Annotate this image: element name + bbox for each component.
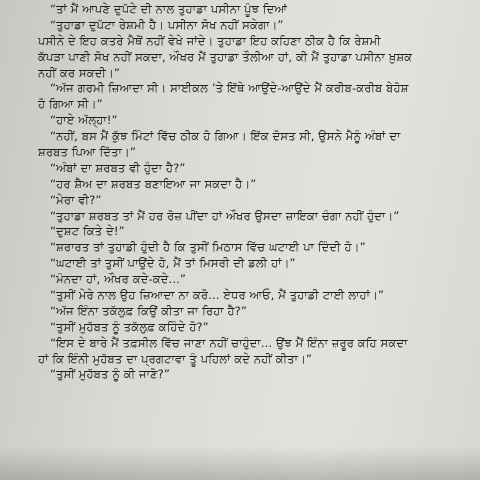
- text-line: “ਮੰਨਦਾ ਹਾਂ, ਔਖਰ ਕਦੇ-ਕਦੇ...”: [50, 272, 187, 287]
- text-line: “ਹਰ ਸ਼ੈਅ ਦਾ ਸ਼ਰਬਤ ਬਣਾਇਆ ਜਾ ਸਕਦਾ ਹੈ।”: [50, 176, 257, 191]
- text-line: “ਤੁਸੀਂ ਮੇਰੇ ਨਾਲ ਉਹ ਜ਼ਿਆਦਾ ਨਾ ਕਰੋ... ਏਧਰ ਆਓ, ਮੈਂ ਤੁਹਾਡੀ ਟਾਈ ਲਾਹਾਂ।”: [50, 288, 384, 303]
- text-line: “ਘਟਾਈ ਤਾਂ ਤੁਸੀਂ ਪਾਉਂਦੇ ਹੋ, ਮੈਂ ਤਾਂ ਮਿਸਰੀ ਦੀ ਡਲੀ ਹਾਂ।”: [50, 256, 296, 271]
- text-line: “ਮੇਰਾ ਵੀ?”: [50, 192, 102, 207]
- text-line: “ਤੁਸੀਂ ਮੁਹੱਬਤ ਨੂੰ ਤਕੱਲੁਫ਼ ਕਹਿੰਦੇ ਹੋ?”: [50, 319, 209, 334]
- text-line: “ਤੁਹਾਡਾ ਸ਼ਰਬਤ ਤਾਂ ਮੈਂ ਹਰ ਰੋਜ਼ ਪੀਂਦਾ ਹਾਂ ਔਖਰ ਉਸਦਾ ਜ਼ਾਇਕਾ ਚੰਗਾ ਨਹੀਂ ਹੁੰਦਾ।”: [50, 208, 400, 223]
- text-line: “ਇਸ ਦੇ ਬਾਰੇ ਮੈਂ ਤਫ਼ਸੀਲ ਵਿੱਚ ਜਾਣਾ ਨਹੀਂ ਚਾਹੁੰਦਾ... ਉਂਝ ਮੈਂ ਇੰਨਾ ਜ਼ਰੂਰ ਕਹਿ ਸਕਦਾ: [50, 335, 408, 350]
- text-line: “ਤਾਂ ਮੈਂ ਆਪਣੇ ਦੁਪੱਟੇ ਦੀ ਨਾਲ ਤੁਹਾਡਾ ਪਸੀਨਾ ਪੂੰਝ ਦਿਆਂ: [50, 2, 288, 16]
- text-line: “ਤੁਸੀਂ ਮੁਹੱਬਤ ਨੂੰ ਕੀ ਜਾਣੋ?”: [50, 367, 171, 382]
- text-line: “ਹਾਏ ਅੱਲ੍ਹਾ!”: [50, 113, 118, 128]
- page-text-block: [38, 2, 468, 383]
- text-line: “ਨਹੀਂ, ਬਸ ਮੈਂ ਕੁੱਝ ਮਿੰਟਾਂ ਵਿੱਚ ਠੀਕ ਹੋ ਗਿਆ। ਇੱਕ ਦੋਸਤ ਸੀ, ਉਸਨੇ ਮੈਨੂੰ ਅੰਬਾਂ ਦਾ: [50, 129, 401, 144]
- text-line: “ਦੁਸ਼ਟ ਕਿਤੇ ਦੇ!”: [50, 224, 125, 239]
- text-line: “ਅੱਜ ਇੰਨਾ ਤਕੱਲੁਫ਼ ਕਿਉਂ ਕੀਤਾ ਜਾ ਰਿਹਾ ਹੈ?”: [50, 303, 248, 318]
- text-line: ਹੋ ਗਿਆ ਸੀ।”: [38, 97, 103, 112]
- text-line: ਕੱਪੜਾ ਪਾਣੀ ਸੋਖ ਨਹੀਂ ਸਕਦਾ, ਔਖਰ ਮੈਂ ਤੁਹਾਡਾ ਤੌਲੀਆ ਹਾਂ, ਕੀ ਮੈਂ ਤੁਹਾਡਾ ਪਸੀਨਾ ਖ਼ੁਸ਼ਕ: [38, 49, 413, 64]
- page-bottom-shadow: [0, 446, 480, 480]
- text-line: ਪਸੀਨੇ ਦੇ ਇਹ ਕਤਰੇ ਮੈਥੋਂ ਨਹੀਂ ਵੇਖੇ ਜਾਂਦੇ। ਤੁਹਾਡਾ ਇਹ ਕਹਿਣਾ ਠੀਕ ਹੈ ਕਿ ਰੇਸ਼ਮੀ: [38, 33, 381, 48]
- text-line: ਸ਼ਰਬਤ ਪਿਆ ਦਿੱਤਾ।”: [38, 145, 136, 160]
- text-line: “ਸ਼ਰਾਰਤ ਤਾਂ ਤੁਹਾਡੀ ਹੁੰਦੀ ਹੈ ਕਿ ਤੁਸੀਂ ਮਿਠਾਸ ਵਿੱਚ ਘਟਾਈ ਪਾ ਦਿੰਦੀ ਹੋ।”: [50, 240, 366, 255]
- text-line: ਨਹੀਂ ਕਰ ਸਕਦੀ।”: [38, 65, 121, 80]
- text-line: “ਅੱਜ ਗਰਮੀ ਜ਼ਿਆਦਾ ਸੀ। ਸਾਈਕਲ ’ਤੇ ਇੱਥੇ ਆਉਂਦੇ-ਆਉਂਦੇ ਮੈਂ ਕਰੀਬ-ਕਰੀਬ ਬੇਹੋਸ਼: [50, 81, 409, 96]
- text-line: ਹਾਂ ਕਿ ਇੰਨੀ ਮੁਹੱਬਤ ਦਾ ਪ੍ਰਗਟਾਵਾ ਤੂੰ ਪਹਿਲਾਂ ਕਦੇ ਨਹੀਂ ਕੀਤਾ।”: [38, 351, 313, 366]
- text-line: “ਤੁਹਾਡਾ ਦੁਪੱਟਾ ਰੇਸ਼ਮੀ ਹੈ। ਪਸੀਨਾ ਸੋਖ ਨਹੀਂ ਸਕੇਗਾ।”: [50, 17, 284, 32]
- text-line: “ਅੰਬਾਂ ਦਾ ਸ਼ਰਬਤ ਵੀ ਹੁੰਦਾ ਹੈ?”: [50, 160, 186, 175]
